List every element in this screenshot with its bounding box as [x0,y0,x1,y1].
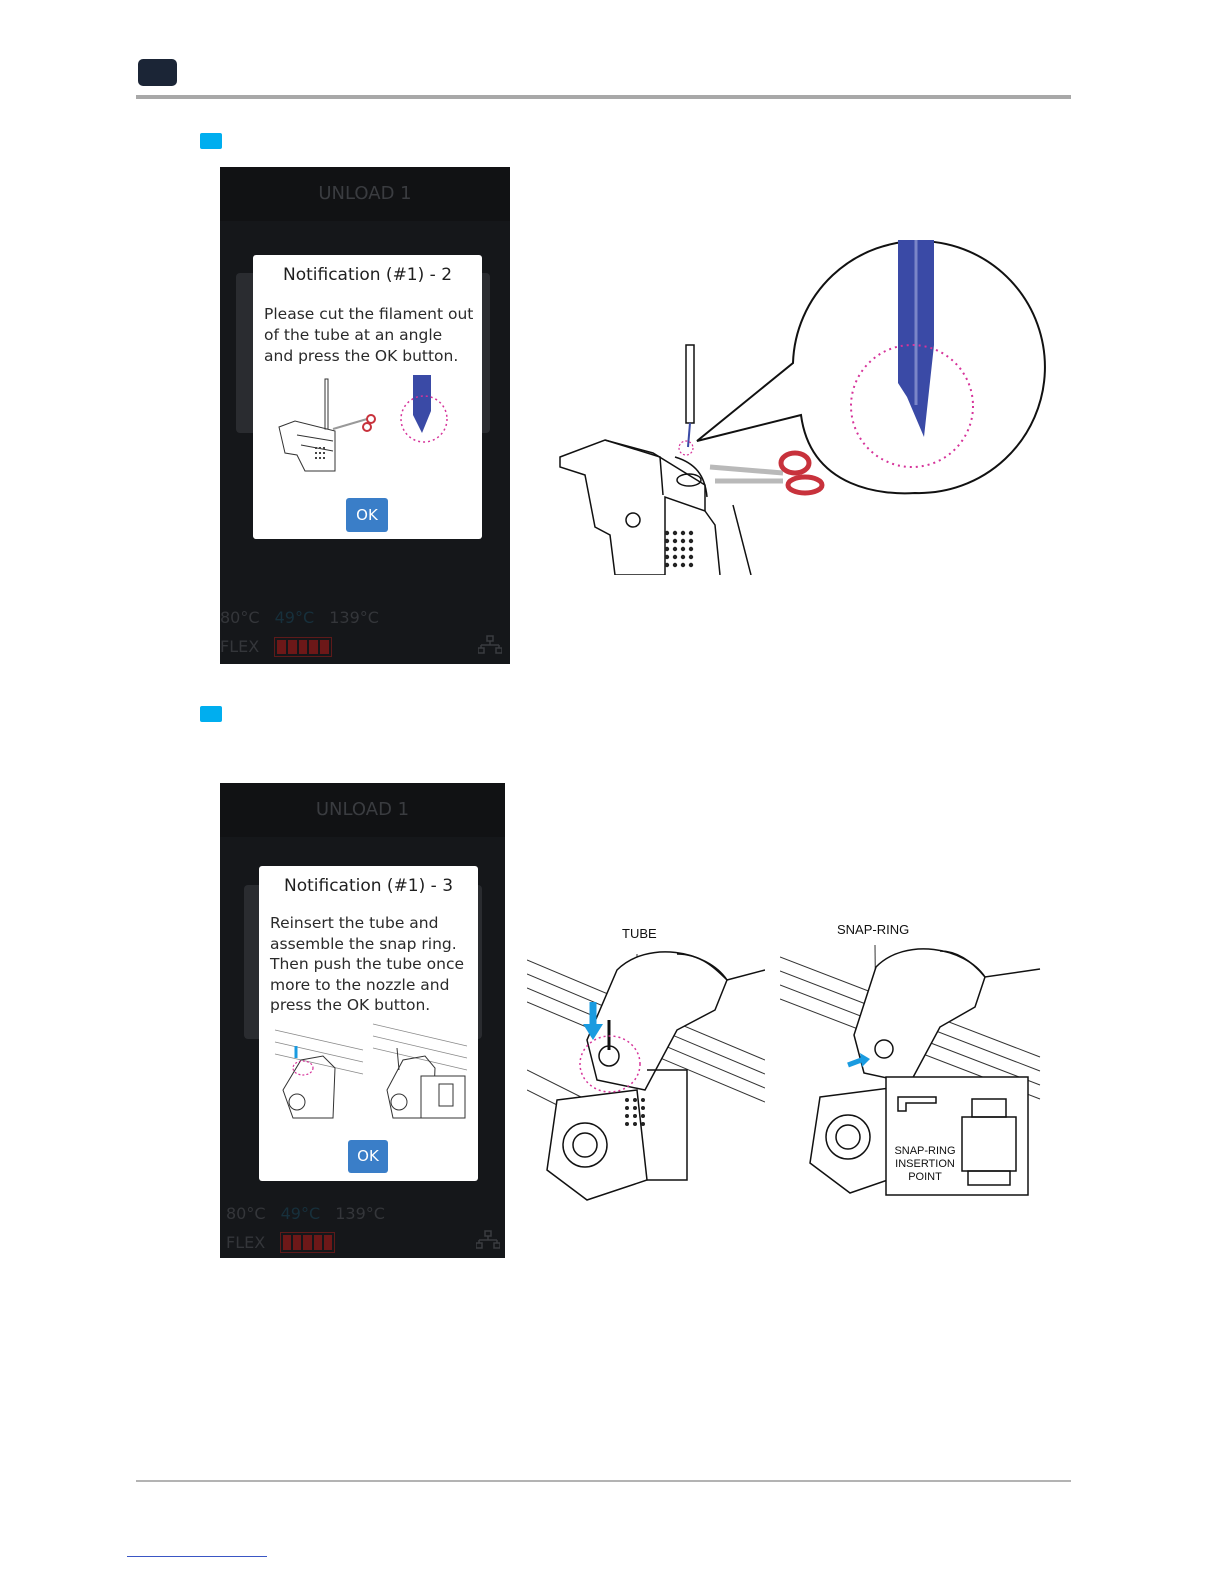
tube-label: TUBE [622,926,657,941]
status-bar [220,608,389,627]
screen-title: UNLOAD 1 [315,799,410,820]
dialog-title: Notification (#1) - 2 [282,265,453,285]
snap-ring-label: SNAP-RING [837,922,910,937]
tube-insertion-illustration [527,940,765,1215]
network-icon [476,1230,500,1250]
footer-link-underline[interactable] [127,1556,267,1557]
ok-button[interactable]: OK [346,498,388,532]
temp-indicator-b: 49°C [274,608,315,627]
printer-screen-1 [220,167,510,664]
printer-screen-2 [220,783,505,1258]
step-marker-1 [200,133,222,149]
temp-indicator-a: 80°C [226,1204,266,1223]
cut-filament-thumbnail [275,375,465,475]
notification-dialog [259,866,478,1181]
material-level-bar [274,637,332,657]
notification-dialog [253,255,482,539]
dialog-title: Notification (#1) - 3 [283,876,454,896]
screen-title: UNLOAD 1 [318,183,412,204]
ok-button[interactable]: OK [348,1140,388,1173]
reinsert-tube-thumbnail [273,1020,469,1122]
material-label: FLEX [220,637,260,656]
temp-indicator-c: 139°C [335,1204,385,1223]
temp-indicator-c: 139°C [329,608,379,627]
dialog-message: Please cut the filament out of the tube at an angle and press the OK button. [264,305,474,365]
snap-ring-insertion-point-label: SNAP-RING INSERTION POINT [894,1145,956,1183]
chapter-badge [138,59,177,86]
temp-indicator-a: 80°C [220,608,260,627]
dialog-message: Reinsert the tube and assemble the snap ring. Then push the tube once more to the nozzle and press the OK button. [270,914,464,1014]
footer-rule [136,1480,1071,1482]
temp-indicator-b: 49°C [280,1204,321,1223]
header-rule [136,95,1071,99]
network-icon [478,635,502,655]
material-level-bar [280,1232,335,1253]
step-marker-2 [200,706,222,722]
material-label: FLEX [226,1233,266,1252]
cut-filament-illustration [555,235,1055,575]
status-bar [226,1204,395,1223]
